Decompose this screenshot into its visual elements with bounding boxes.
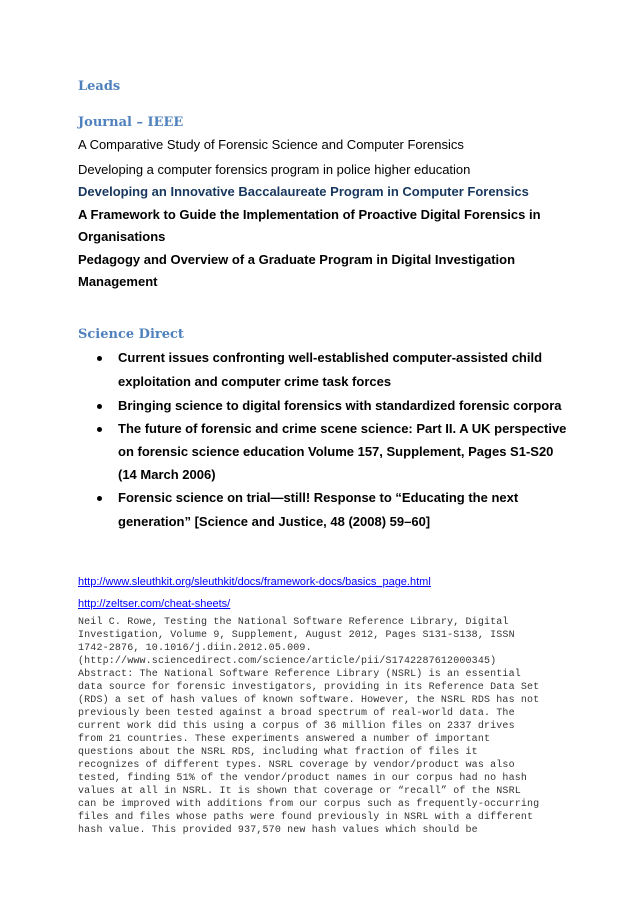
citation-line: Neil C. Rowe, Testing the National Software Reference Library, Digital [78,617,509,628]
link-sleuthkit[interactable]: http://www.sleuthkit.org/sleuthkit/docs/framework-docs/basics_page.html [78,576,431,588]
link-zeltser[interactable]: http://zeltser.com/cheat-sheets/ [78,598,231,610]
citation-line: current work did this using a corpus of 36 million files on 2337 drives [78,721,515,732]
citation-line: files and files whose paths were found previously in NSRL with a different [78,812,534,823]
bullet-icon [97,404,102,409]
ieee-item: Developing a computer forensics program in police higher education [78,162,471,177]
sd-list-item: on forensic science education Volume 157, Supplement, Pages S1-S20 [118,444,554,459]
citation-line: tested, finding 51% of the vendor/product names in our corpus had no hash [78,773,528,784]
citation-line: recognizes of different types. NSRL coverage by vendor/product was also [78,760,515,771]
citation-line: data source for forensic investigators, providing in its Reference Data Set [78,682,540,693]
heading-science-direct: Science Direct [78,327,184,342]
citation-line: (http://www.sciencedirect.com/science/article/pii/S1742287612000345) [78,656,497,667]
sd-list-item: generation” [Science and Justice, 48 (2008) 59–60] [118,514,431,529]
ieee-item: Organisations [78,229,166,244]
sd-list-item: The future of forensic and crime scene science: Part II. A UK perspective [118,421,567,436]
sd-list-item: exploitation and computer crime task forces [118,374,392,389]
bullet-icon [97,496,102,501]
citation-line: hash value. This provided 937,570 new hash values which should be [78,825,478,836]
ieee-item: A Framework to Guide the Implementation of Proactive Digital Forensics in [78,207,541,222]
sd-list-item: Bringing science to digital forensics with standardized forensic corpora [118,398,562,413]
ieee-item: A Comparative Study of Forensic Science and Computer Forensics [78,137,464,152]
heading-leads: Leads [78,79,121,94]
sd-list-item: Forensic science on trial—still! Response to “Educating the next [118,490,519,505]
citation-line: (RDS) a set of hash values of known software. However, the NSRL RDS has not [78,695,540,706]
ieee-item: Pedagogy and Overview of a Graduate Program in Digital Investigation [78,252,516,267]
citation-line: questions about the NSRL RDS, including what fraction of files it [78,747,478,758]
citation-line: values at all in NSRL. It is shown that coverage or “recall” of the NSRL [78,786,521,797]
citation-line: 1742-2876, 10.1016/j.diin.2012.05.009. [78,643,312,654]
ieee-item-highlighted: Developing an Innovative Baccalaureate Program in Computer Forensics [78,184,529,199]
sd-list-item: Current issues confronting well-established computer-assisted child [118,350,543,365]
ieee-item: Management [78,274,158,289]
bullet-icon [97,356,102,361]
heading-journal-ieee: Journal – IEEE [78,115,184,130]
sd-list-item: (14 March 2006) [118,467,216,482]
bullet-icon [97,427,102,432]
citation-line: Investigation, Volume 9, Supplement, August 2012, Pages S131-S138, ISSN [78,630,515,641]
citation-line: previously been tested against a broad spectrum of real-world data. The [78,708,515,719]
citation-line: Abstract: The National Software Reference Library (NSRL) is an essential [78,669,521,680]
citation-line: from 21 countries. These experiments answered a number of important [78,734,491,745]
citation-line: can be improved with additions from our corpus such as frequently-occurring [78,799,540,810]
